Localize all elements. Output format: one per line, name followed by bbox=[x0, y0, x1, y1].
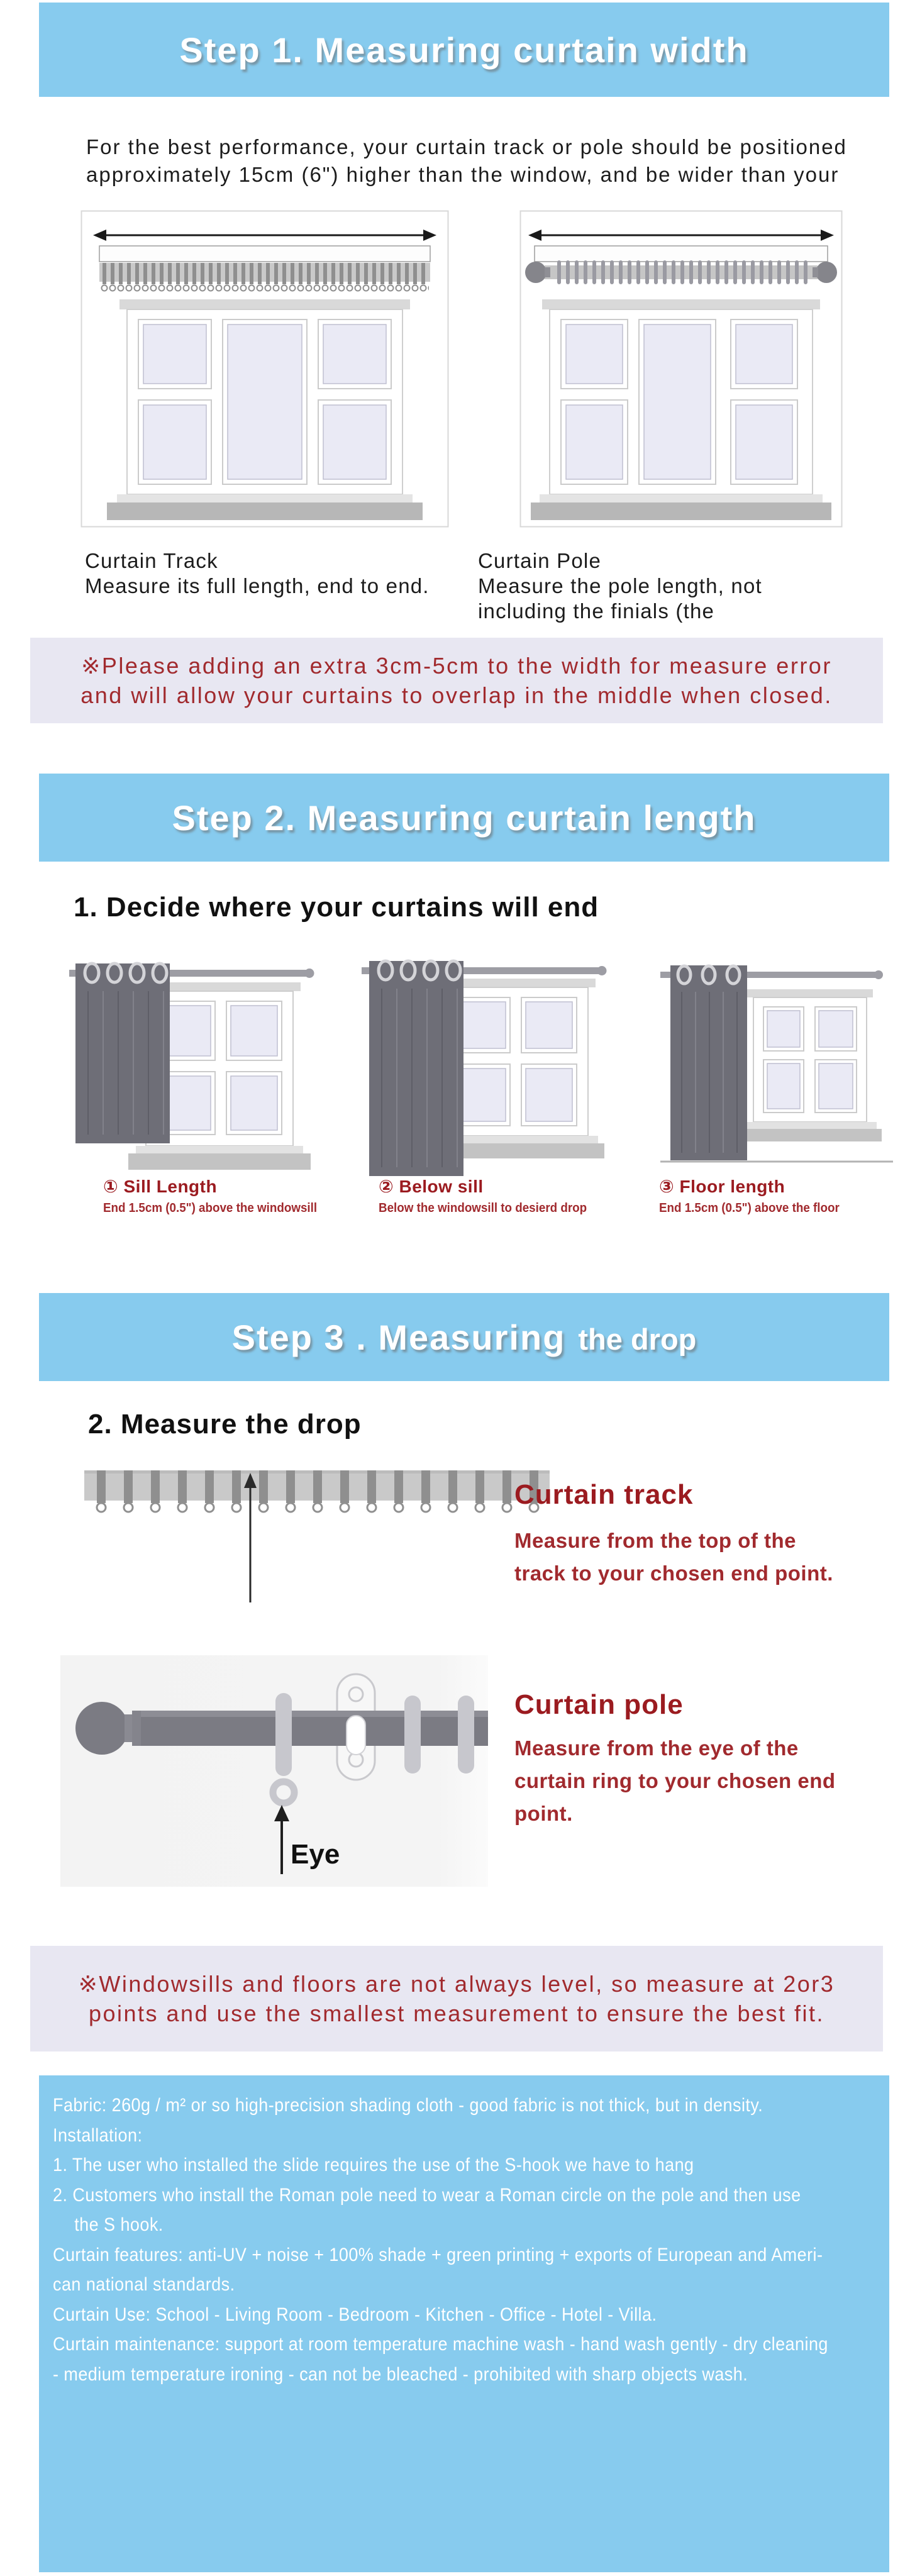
floor-length-desc: End 1.5cm (0.5") above the floor bbox=[659, 1201, 840, 1215]
info-line-maintenance: Curtain maintenance: support at room temperature machine wash - hand wash gently - dry cleaning bbox=[53, 2334, 828, 2355]
step3-banner-title-main: Step 3 . Measuring bbox=[231, 1317, 566, 1357]
curtain-track-caption-title: Curtain Track bbox=[85, 549, 218, 572]
product-info-block bbox=[39, 2075, 889, 2572]
below-sill-desc: Below the windowsill to desierd drop bbox=[379, 1201, 587, 1215]
curtain-track-drop-line2: track to your chosen end point. bbox=[514, 1562, 833, 1585]
curtain-track-caption-line1: Measure its full length, end to end. bbox=[85, 574, 430, 597]
info-line-features: Curtain features: anti-UV + noise + 100% shade + green printing + exports of European and Ameri- bbox=[53, 2244, 823, 2265]
curtain-pole-caption-line1: Measure the pole length, not bbox=[478, 574, 762, 597]
step2-banner-title: Step 2. Measuring curtain length bbox=[172, 797, 757, 838]
step3-heading: 2. Measure the drop bbox=[88, 1409, 362, 1440]
step1-intro bbox=[86, 133, 847, 189]
step3-banner-title-sub: the drop bbox=[578, 1322, 697, 1356]
curtain-pole-caption bbox=[478, 548, 762, 624]
eye-label: Eye bbox=[291, 1839, 340, 1870]
curtain-pole-drop-title: Curtain pole bbox=[514, 1689, 684, 1720]
floor-length-label: ③ Floor length bbox=[659, 1177, 785, 1196]
width-measure-note-line1: ※Please adding an extra 3cm-5cm to the width for measure error bbox=[81, 653, 832, 679]
sill-length-label: ① Sill Length bbox=[103, 1177, 218, 1196]
curtain-track-diagram-box bbox=[80, 210, 449, 531]
step1-intro-line2: approximately 15cm (6") higher than the window, and be wider than your bbox=[86, 163, 840, 186]
step2-banner bbox=[39, 774, 889, 862]
step3-banner-title bbox=[232, 1317, 697, 1358]
info-line-install-1: 1. The user who installed the slide requires the use of the S-hook we have to hang bbox=[53, 2155, 694, 2175]
info-line-fabric: Fabric: 260g / m² or so high-precision shading cloth - good fabric is not thick, but in density. bbox=[53, 2095, 763, 2116]
curtain-pole-drop-line3: point. bbox=[514, 1802, 573, 1825]
width-measure-note bbox=[30, 638, 883, 723]
curtain-pole-diagram-box bbox=[519, 210, 843, 531]
info-line-maintenance-2: - medium temperature ironing - can not be bleached - prohibited with sharp objects wash. bbox=[53, 2363, 748, 2385]
level-measure-note-line2: points and use the smallest measurement to ensure the best fit. bbox=[88, 2001, 825, 2026]
floor-length-illustration bbox=[660, 953, 893, 1179]
curtain-track-drop-text bbox=[514, 1524, 833, 1590]
step1-banner-title: Step 1. Measuring curtain width bbox=[179, 30, 749, 70]
step1-banner bbox=[39, 3, 889, 97]
info-line-install-2: 2. Customers who install the Roman pole need to wear a Roman circle on the pole and then use bbox=[53, 2184, 801, 2206]
curtain-track-caption bbox=[85, 548, 430, 599]
curtain-pole-drop-text bbox=[514, 1732, 836, 1830]
step1-intro-line1: For the best performance, your curtain track or pole should be positioned bbox=[86, 135, 847, 158]
level-measure-note-line1: ※Windowsills and floors are not always level, so measure at 2or3 bbox=[78, 1971, 835, 1997]
curtain-track-drop-line1: Measure from the top of the bbox=[514, 1529, 797, 1552]
curtain-pole-drop-line2: curtain ring to your chosen end bbox=[514, 1769, 836, 1792]
below-sill-label: ② Below sill bbox=[379, 1177, 484, 1196]
below-sill-illustration bbox=[362, 950, 626, 1185]
sill-length-illustration bbox=[69, 951, 327, 1180]
floor-length-illustration-box bbox=[660, 953, 893, 1182]
step3-banner bbox=[39, 1293, 889, 1381]
info-line-install-2b: the S hook. bbox=[74, 2214, 164, 2235]
sill-length-illustration-box bbox=[69, 951, 327, 1184]
pole-drop-illustration-box bbox=[60, 1655, 488, 1890]
pole-drop-illustration bbox=[60, 1655, 488, 1887]
curtain-pole-drop-line1: Measure from the eye of the bbox=[514, 1736, 799, 1760]
track-drop-illustration bbox=[84, 1470, 550, 1606]
below-sill-illustration-box bbox=[362, 950, 626, 1189]
info-line-use: Curtain Use: School - Living Room - Bedroom - Kitchen - Office - Hotel - Villa. bbox=[53, 2304, 657, 2325]
info-line-features-2: can national standards. bbox=[53, 2274, 235, 2295]
curtain-pole-window-illustration bbox=[519, 210, 843, 528]
info-line-installation: Installation: bbox=[53, 2124, 143, 2146]
curtain-track-drop-title: Curtain track bbox=[514, 1479, 694, 1510]
level-measure-note bbox=[30, 1946, 883, 2051]
curtain-pole-caption-title: Curtain Pole bbox=[478, 549, 601, 572]
sill-length-desc: End 1.5cm (0.5") above the windowsill bbox=[103, 1201, 318, 1215]
width-measure-note-line2: and will allow your curtains to overlap in the middle when closed. bbox=[80, 682, 833, 708]
track-drop-illustration-box bbox=[84, 1470, 550, 1609]
curtain-pole-caption-line2: including the finials (the bbox=[478, 599, 715, 623]
step2-heading: 1. Decide where your curtains will end bbox=[74, 892, 599, 923]
curtain-track-window-illustration bbox=[80, 210, 449, 528]
